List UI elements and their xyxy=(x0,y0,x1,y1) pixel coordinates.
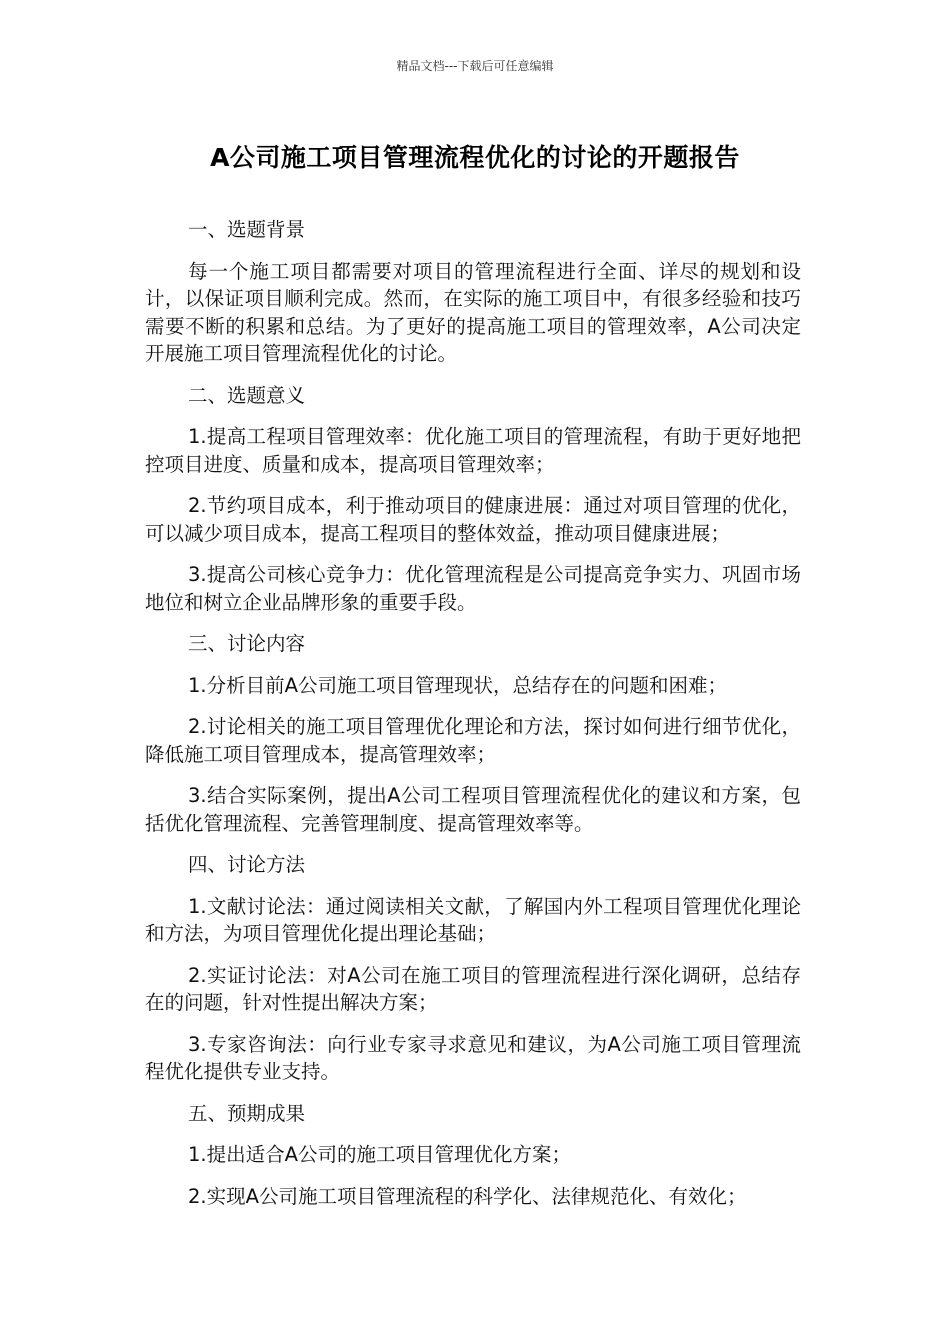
section-heading: 三、讨论内容 xyxy=(188,632,306,655)
list-item: 1.文献讨论法：通过阅读相关文献，了解国内外工程项目管理优化理论和方法，为项目管理优化提出理论基础； xyxy=(145,894,801,945)
page-header-watermark: 精品文档---下载后可任意编辑 xyxy=(396,59,554,73)
section-content xyxy=(145,630,801,837)
list-item: 2.实现A公司施工项目管理流程的科学化、法律规范化、有效化； xyxy=(188,1184,747,1208)
section-expected-results xyxy=(145,1100,801,1211)
section-significance xyxy=(145,382,801,617)
list-item: 1.分析目前A公司施工项目管理现状，总结存在的问题和困难； xyxy=(188,673,727,697)
list-item: 1.提高工程项目管理效率：优化施工项目的管理流程，有助于更好地把控项目进度、质量和成本，提高项目管理效率； xyxy=(145,425,801,476)
section-heading: 二、选题意义 xyxy=(188,383,306,407)
section-heading: 一、选题背景 xyxy=(188,218,306,241)
list-item: 2.讨论相关的施工项目管理优化理论和方法，探讨如何进行细节优化，降低施工项目管理成本，提高管理效率； xyxy=(145,715,801,766)
section-heading: 四、讨论方法 xyxy=(188,853,306,876)
list-item: 2.节约项目成本，利于推动项目的健康进展：通过对项目管理的优化，可以减少项目成本，提高工程项目的整体效益，推动项目健康进展； xyxy=(145,494,801,545)
list-item: 1.提出适合A公司的施工项目管理优化方案； xyxy=(188,1143,571,1166)
list-item: 3.结合实际案例，提出A公司工程项目管理流程优化的建议和方案，包括优化管理流程、完善管理制度、提高管理效率等。 xyxy=(145,784,801,835)
list-item: 3.提高公司核心竞争力：优化管理流程是公司提高竞争实力、巩固市场地位和树立企业品牌形象的重要手段。 xyxy=(145,563,801,614)
document-title: A公司施工项目管理流程优化的讨论的开题报告 xyxy=(210,143,740,172)
paragraph: 每一个施工项目都需要对项目的管理流程进行全面、详尽的规划和设计，以保证项目顺利完成。然而，在实际的施工项目中，有很多经验和技巧需要不断的积累和总结。为了更好的提高施工项目的管理效率，A公司决定开展施工项目管理流程优化的讨论。 xyxy=(145,259,801,365)
list-item: 3.专家咨询法：向行业专家寻求意见和建议，为A公司施工项目管理流程优化提供专业支持。 xyxy=(145,1032,801,1083)
list-item: 2.实证讨论法：对A公司在施工项目的管理流程进行深化调研，总结存在的问题，针对性提出解决方案； xyxy=(145,963,801,1014)
document-body xyxy=(145,216,801,1224)
section-heading: 五、预期成果 xyxy=(188,1101,306,1125)
section-methods xyxy=(145,851,801,1086)
section-background xyxy=(145,216,801,368)
